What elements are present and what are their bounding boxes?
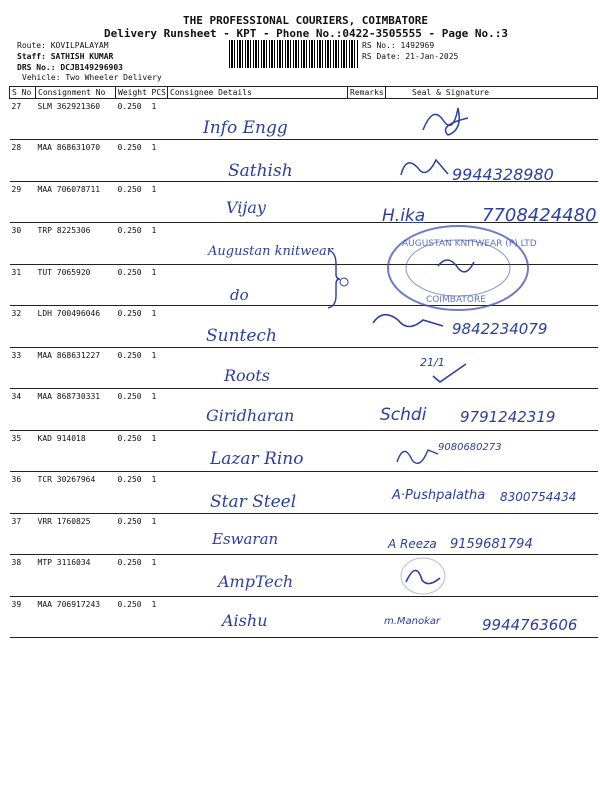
company-stamp [378,218,538,318]
drs-label: DRS No.: DCJB149296903 [17,63,123,72]
signature-scribble [392,440,442,470]
cell-weight: 0.250 [116,99,150,140]
stamp-text-bottom: COIMBATORE [426,295,486,305]
cell-weight: 0.250 [116,306,150,348]
cell-consignment: VRR 1760825 [36,514,116,555]
cell-sno: 31 [10,265,36,306]
cell-sno: 35 [10,431,36,472]
stamp-text-top: AUGUSTAN KNITWEAR (P) LTD [402,239,537,249]
signature-phone: 9842234079 [452,320,548,338]
cell-remarks [348,597,386,638]
cell-sno: 38 [10,555,36,597]
cell-pcs: 1 [150,348,168,389]
signature-name: H.ika [382,206,426,226]
signature-scribble [398,556,448,596]
cell-consignment: TRP 8225306 [36,223,116,265]
cell-remarks [348,431,386,472]
table-header-row [10,87,598,99]
cell-pcs: 1 [150,472,168,514]
signature-name: m.Manokar [384,616,441,627]
cell-weight: 0.250 [116,348,150,389]
cell-consignment: MAA 868631227 [36,348,116,389]
cell-weight: 0.250 [116,182,150,223]
handwritten-consignee: Giridharan [206,406,295,425]
signature-scribble [418,100,478,140]
checkmark-icon [430,360,470,386]
staff-label: Staff: SATHISH KUMAR [17,52,114,61]
col-header-consignment: Consignment No [36,87,116,99]
signature-phone: 9791242319 [460,408,556,426]
signature-phone: 9159681794 [450,537,533,552]
handwritten-consignee: Suntech [206,326,277,346]
handwritten-consignee: Star Steel [210,492,297,512]
cell-consignment: TUT 7065920 [36,265,116,306]
col-header-sno: S No [10,87,36,99]
col-header-remarks: Remarks [348,87,386,99]
table-row [10,348,598,389]
signature-name: A Reeza [388,537,437,551]
signature-scribble [396,150,456,186]
cell-consignee [168,265,348,306]
signature-name: Schdi [380,405,427,425]
cell-consignment: KAD 914018 [36,431,116,472]
cell-sno: 28 [10,140,36,182]
cell-consignment: MTP 3116034 [36,555,116,597]
bracket-mark [326,248,350,310]
cell-remarks [348,182,386,223]
signature-phone: 9944763606 [482,616,578,634]
cell-weight: 0.250 [116,389,150,431]
cell-consignment: SLM 362921360 [36,99,116,140]
cell-sno: 34 [10,389,36,431]
table-row [10,431,598,472]
cell-weight: 0.250 [116,514,150,555]
cell-signature [386,348,598,389]
company-title: THE PROFESSIONAL COURIERS, COIMBATORE [183,14,429,27]
cell-pcs: 1 [150,306,168,348]
cell-sno: 27 [10,99,36,140]
handwritten-consignee: Lazar Rino [210,449,304,469]
cell-consignment: TCR 30267964 [36,472,116,514]
cell-consignment: MAA 706917243 [36,597,116,638]
cell-weight: 0.250 [116,431,150,472]
route-label: Route: KOVILPALAYAM [17,41,109,50]
cell-consignment: MAA 868631070 [36,140,116,182]
signature-scribble [368,308,448,338]
cell-remarks [348,99,386,140]
cell-pcs: 1 [150,99,168,140]
cell-pcs: 1 [150,514,168,555]
signature-phone: 7708424480 [482,205,597,226]
cell-consignment: LDH 700496046 [36,306,116,348]
cell-sno: 32 [10,306,36,348]
cell-remarks [348,348,386,389]
cell-sno: 33 [10,348,36,389]
cell-pcs: 1 [150,265,168,306]
cell-weight: 0.250 [116,472,150,514]
handwritten-consignee: do [230,286,249,304]
cell-pcs: 1 [150,431,168,472]
cell-weight: 0.250 [116,597,150,638]
cell-weight: 0.250 [116,555,150,597]
cell-sno: 37 [10,514,36,555]
cell-pcs: 1 [150,140,168,182]
cell-sno: 29 [10,182,36,223]
handwritten-consignee: Aishu [222,611,268,630]
signature-date: 21/1 [420,356,445,369]
handwritten-consignee: Augustan knitwear [208,244,334,259]
cell-remarks [348,140,386,182]
barcode [229,40,358,68]
rs-date: RS Date: 21-Jan-2025 [362,52,459,61]
handwritten-consignee: Vijay [226,198,266,217]
cell-remarks [348,555,386,597]
cell-pcs: 1 [150,555,168,597]
handwritten-consignee: Eswaran [212,530,279,548]
cell-remarks [348,514,386,555]
table-row [10,555,598,597]
runsheet-subtitle: Delivery Runsheet - KPT - Phone No.:0422-3505555 - Page No.:3 [104,27,508,40]
cell-pcs: 1 [150,389,168,431]
col-header-weight: Weight [116,87,150,99]
cell-sno: 36 [10,472,36,514]
handwritten-consignee: AmpTech [218,572,294,591]
handwritten-consignee: Roots [224,366,270,385]
col-header-pcs: PCS [151,88,166,97]
cell-sno: 30 [10,223,36,265]
cell-consignment: MAA 706078711 [36,182,116,223]
vehicle-label: Vehicle: Two Wheeler Delivery [22,73,162,82]
cell-weight: 0.250 [116,140,150,182]
cell-weight: 0.250 [116,265,150,306]
table-row [10,99,598,140]
rs-number: RS No.: 1492969 [362,41,435,50]
cell-pcs: 1 [150,223,168,265]
col-header-signature: Seal & Signature [386,87,598,99]
handwritten-consignee: Sathish [228,161,293,181]
signature-name: A·Pushpalatha [392,488,486,503]
cell-sno: 39 [10,597,36,638]
signature-phone: 9080680273 [438,442,502,453]
cell-pcs: 1 [150,597,168,638]
cell-weight: 0.250 [116,223,150,265]
signature-phone: 8300754434 [500,490,577,504]
handwritten-consignee: Info Engg [203,118,288,138]
signature-phone: 9944328980 [452,165,554,184]
col-header-consignee: Consignee Details [168,87,348,99]
cell-consignment: MAA 868730331 [36,389,116,431]
cell-pcs: 1 [150,182,168,223]
cell-remarks [348,472,386,514]
